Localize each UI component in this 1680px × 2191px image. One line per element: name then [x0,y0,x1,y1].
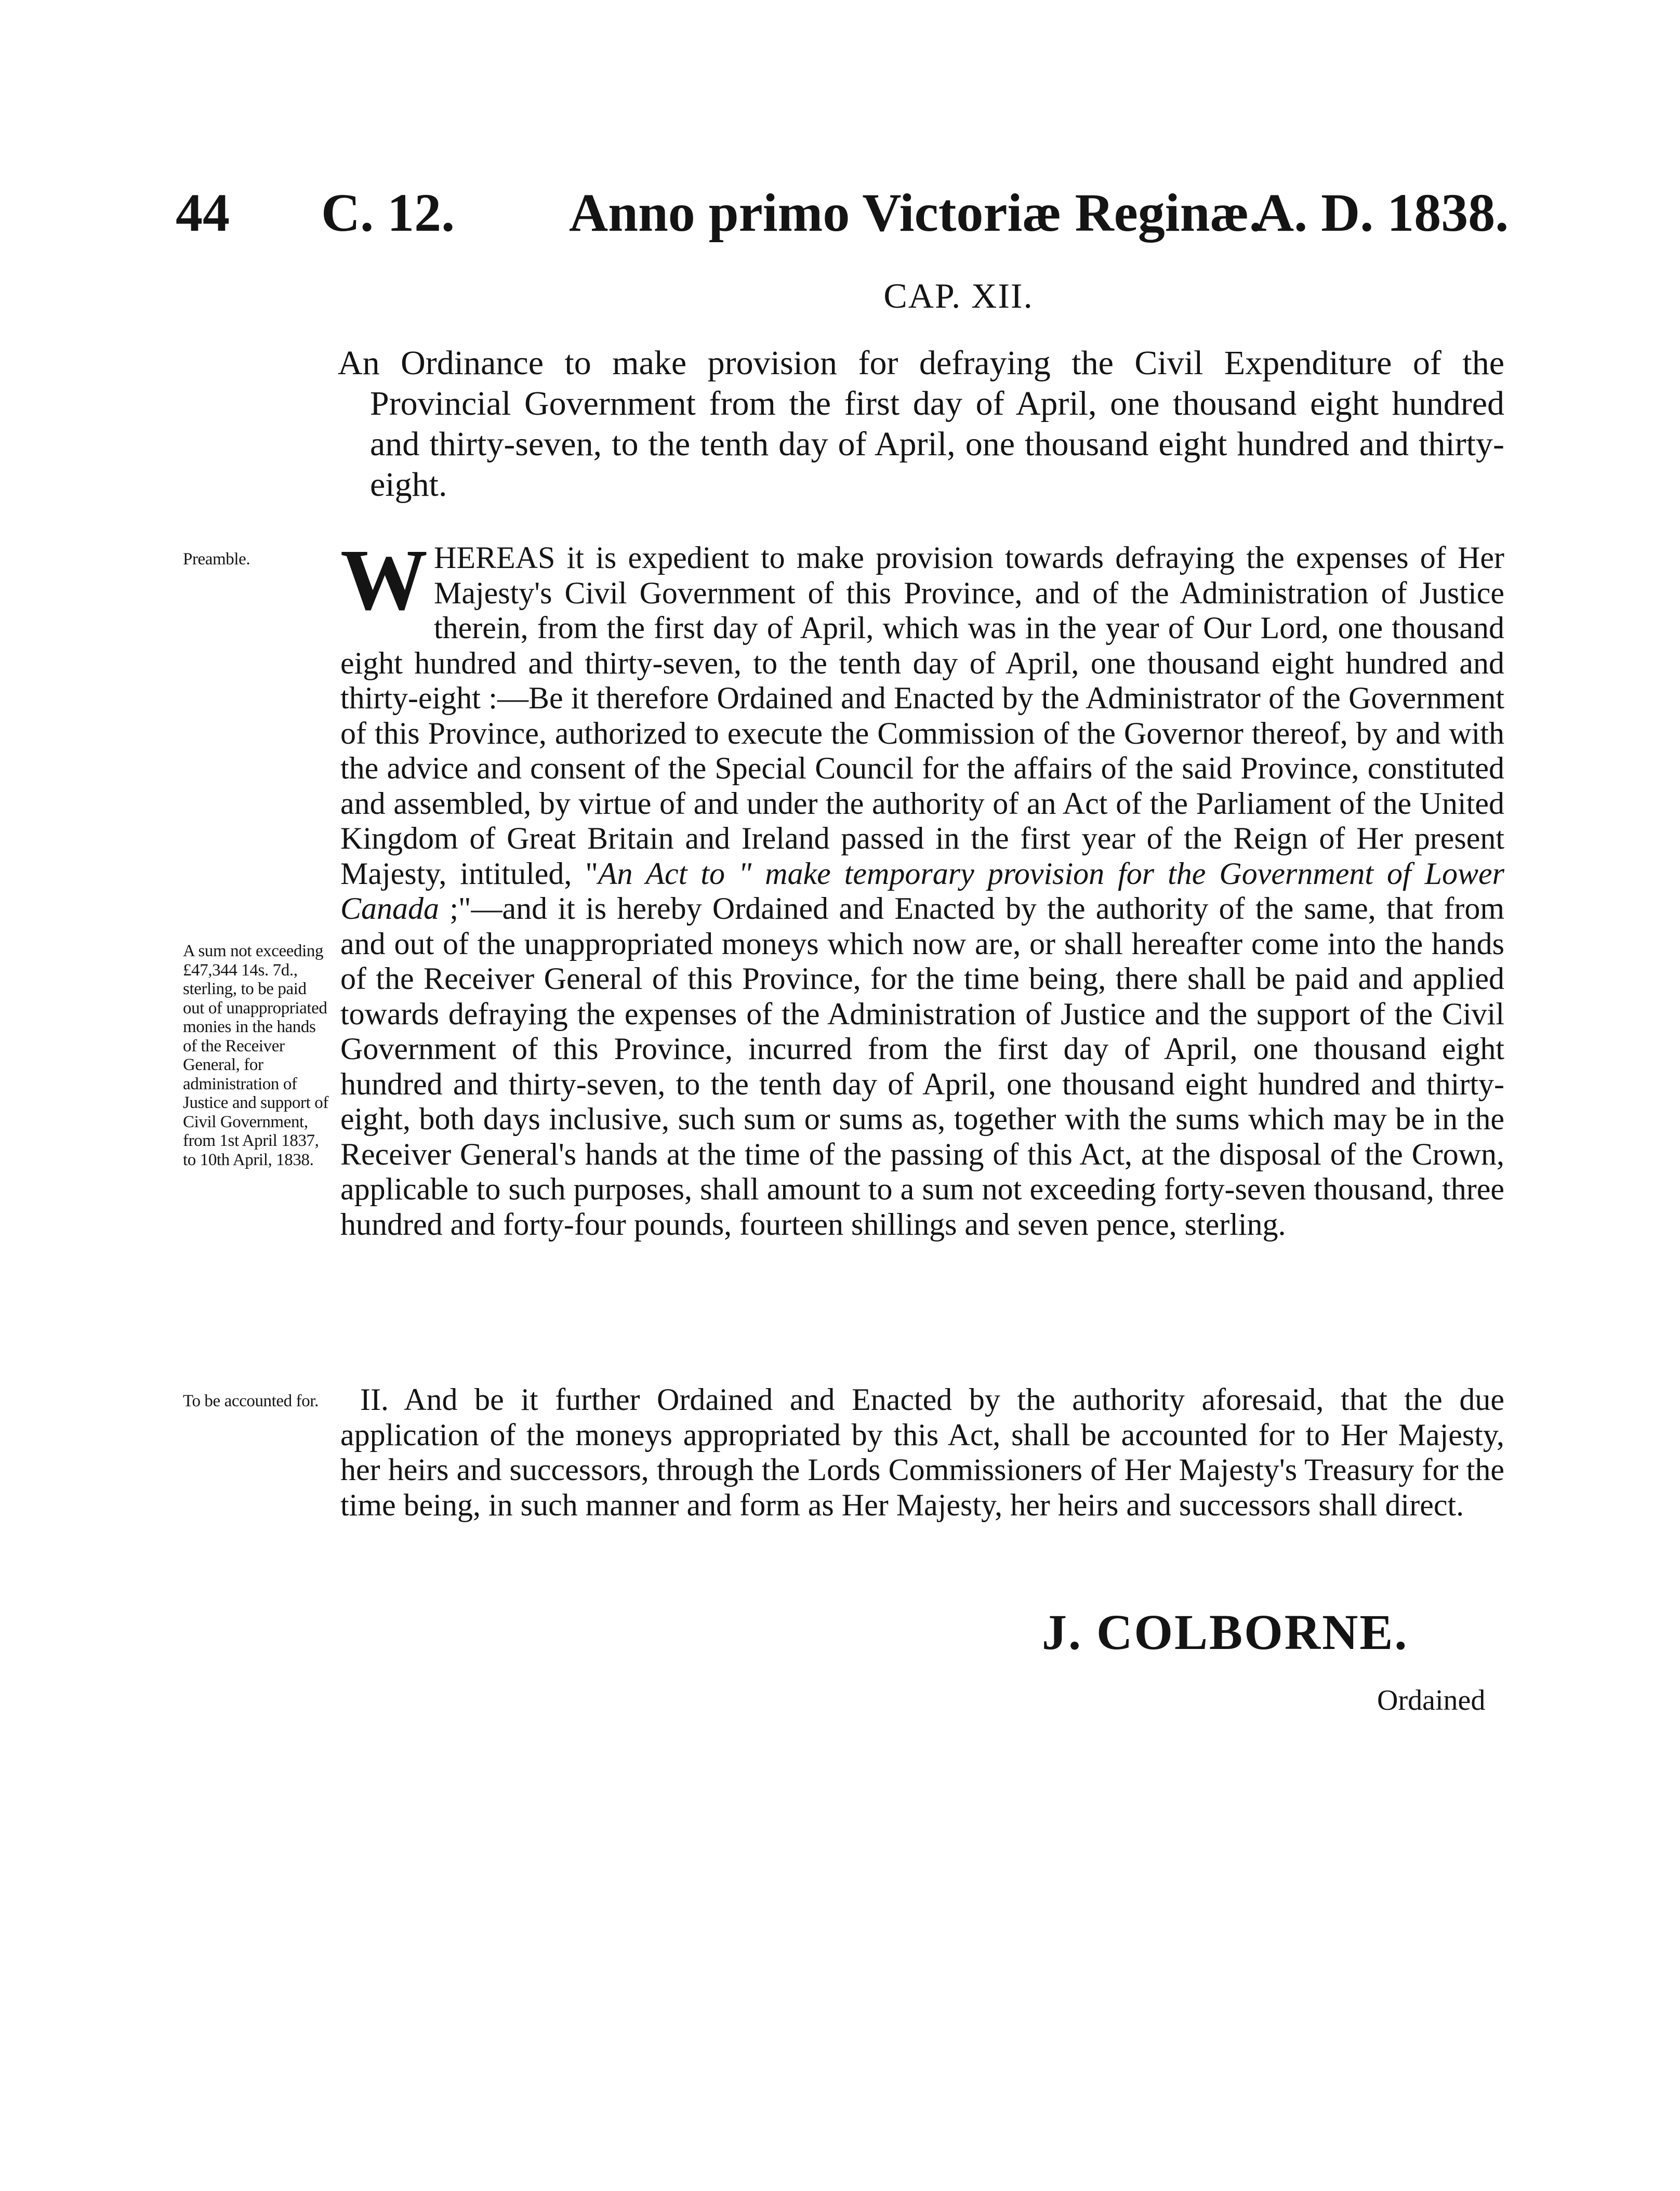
margin-note-accounting: To be accounted for. [183,1392,319,1410]
drop-cap: W [340,532,428,628]
ordinance-title: An Ordinance to make provision for defraying the Civil Expenditure of the Provincial Government from the first day of April, one thousand eight hundred and thirty-seven, to the tenth day of April, one thousand eight hundred and thirty-eight. [338,344,1504,504]
margin-note-preamble: Preamble. [183,550,250,569]
section-two-paragraph: II. And be it further Ordained and Enacted by the authority aforesaid, that the due application of the moneys appropriated by this Act, shall be accounted for to Her Majesty, her heirs and successors, through the Lords Commissioners of Her Majesty's Treasury for the time being, in such manner and form as Her Majesty, her heirs and successors shall direct. [340,1382,1504,1522]
running-head [0,177,1680,249]
margin-note-sum: A sum not exceeding £47,344 14s. 7d., sterling, to be paid out of unappropriated monies in the hands of the Receiver General, for administration of Justice and support of Civil Government, from 1st April 1837, to 10th April, 1838. [183,942,328,1169]
enacting-text: ;"—and it is hereby Ordained and Enacted by the authority of the same, that from and out of the unappropriated moneys which now are, or shall hereafter come into the hands of the Receiver General of this Province, for the time being, there shall be paid and applied towards defraying the expenses of the Administration of Justice and the support of the Civil Government of this Province, incurred from the first day of April, one thousand eight hundred and thirty-seven, to the tenth day of April, one thousand eight hundred and thirty-eight, both days inclusive, such sum or sums as, together with the sums which may be in the Receiver General's hands at the time of the passing of this Act, at the disposal of the Crown, applicable to such purposes, shall amount to a sum not exceeding forty-seven thousand, three hundred and forty-four pounds, fourteen shillings and seven pence, sterling. [340,891,1504,1242]
session-title: Anno primo Victoriæ Reginæ. [569,183,1263,243]
year-reference: A. D. 1838. [1255,183,1509,243]
catchword: Ordained [1377,1684,1486,1717]
page-number: 44 [176,183,230,243]
preamble-paragraph [340,532,1504,1242]
act-title: An Act to " make temporary provision for the Government of Lower Canada [340,856,1504,926]
chapter-heading-row [0,275,1680,316]
chapter-heading: CAP. XII. [883,276,1034,315]
preamble-text: HEREAS it is expedient to make provision towards defraying the expenses of Her Majesty's Civil Government of this Province, and of the Administration of Justice therein, from the first day of April, which was in the year of Our Lord, one thousand eight hundred and thirty-seven, to the tenth day of April, one thousand eight hundred and thirty-eight :—Be it therefore Ordained and Enacted by the Administrator of the Government of this Province, authorized to execute the Commission of the Governor thereof, by and with the advice and consent of the Special Council for the affairs of the said Province, constituted and assembled, by virtue of and under the authority of an Act of the Parliament of the United Kingdom of Great Britain and Ireland passed in the first year of the Reign of Her present Majesty, intituled, " [340,540,1504,891]
chapter-reference: C. 12. [321,183,455,243]
signature: J. COLBORNE. [1042,1604,1409,1660]
